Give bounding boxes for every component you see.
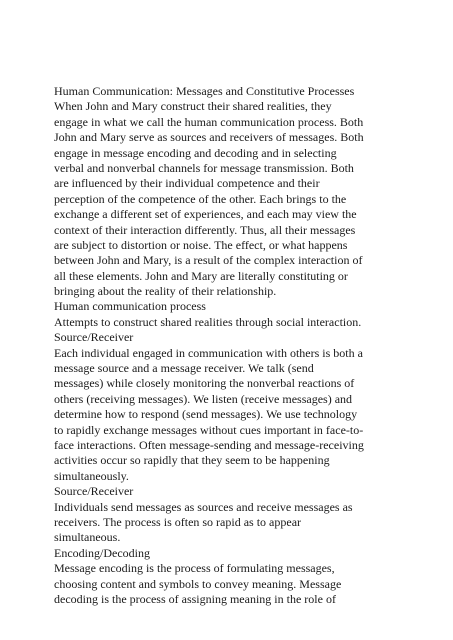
section-heading: Source/Receiver	[54, 484, 134, 499]
text-line: exchange a different set of experiences, and each may view the	[54, 207, 357, 222]
text-line: activities occur so rapidly that they seem to be happening	[54, 453, 330, 468]
section-heading: Human communication process	[54, 299, 206, 314]
text-line: messages) while closely monitoring the nonverbal reactions of	[54, 376, 355, 391]
text-line: simultaneously.	[54, 468, 129, 483]
text-line: message source and a message receiver. We talk (send	[54, 361, 314, 376]
text-line: context of their interaction differently. Thus, all their messages	[54, 222, 356, 237]
text-line: determine how to respond (send messages). We use technology	[54, 407, 358, 422]
text-line: to rapidly exchange messages without cues important in face-to-	[54, 422, 364, 437]
text-line: between John and Mary, is a result of the complex interaction of	[54, 253, 363, 268]
text-line: all these elements. John and Mary are literally constituting or	[54, 268, 348, 283]
document-title: Human Communication: Messages and Constitutive Processes	[54, 84, 355, 98]
text-line: are subject to distortion or noise. The effect, or what happens	[54, 237, 348, 252]
text-line: John and Mary serve as sources and receivers of messages. Both	[54, 130, 364, 145]
document-body	[54, 84, 414, 607]
text-line: engage in what we call the human communication process. Both	[54, 114, 364, 129]
text-line: others (receiving messages). We listen (receive messages) and	[54, 391, 353, 406]
text-line: Attempts to construct shared realities through social interaction.	[54, 314, 362, 329]
section-heading: Source/Receiver	[54, 330, 134, 345]
text-line: engage in message encoding and decoding and in selecting	[54, 145, 337, 160]
text-line: simultaneous.	[54, 530, 121, 545]
section-heading: Encoding/Decoding	[54, 545, 150, 560]
text-line: When John and Mary construct their shared realities, they	[54, 99, 332, 114]
text-line: bringing about the reality of their relationship.	[54, 284, 277, 299]
text-line: Message encoding is the process of formulating messages,	[54, 561, 335, 576]
text-line: Individuals send messages as sources and receive messages as	[54, 499, 353, 514]
text-line: face interactions. Often message-sending and message-receiving	[54, 437, 364, 452]
text-line: are influenced by their individual competence and their	[54, 176, 320, 191]
text-line: Each individual engaged in communication with others is both a	[54, 345, 363, 360]
text-line: perception of the competence of the other. Each brings to the	[54, 191, 347, 206]
text-line: choosing content and symbols to convey meaning. Message	[54, 576, 342, 591]
text-line: decoding is the process of assigning meaning in the role of	[54, 591, 336, 606]
text-line: receivers. The process is often so rapid as to appear	[54, 514, 302, 529]
text-line: verbal and nonverbal channels for message transmission. Both	[54, 160, 354, 175]
